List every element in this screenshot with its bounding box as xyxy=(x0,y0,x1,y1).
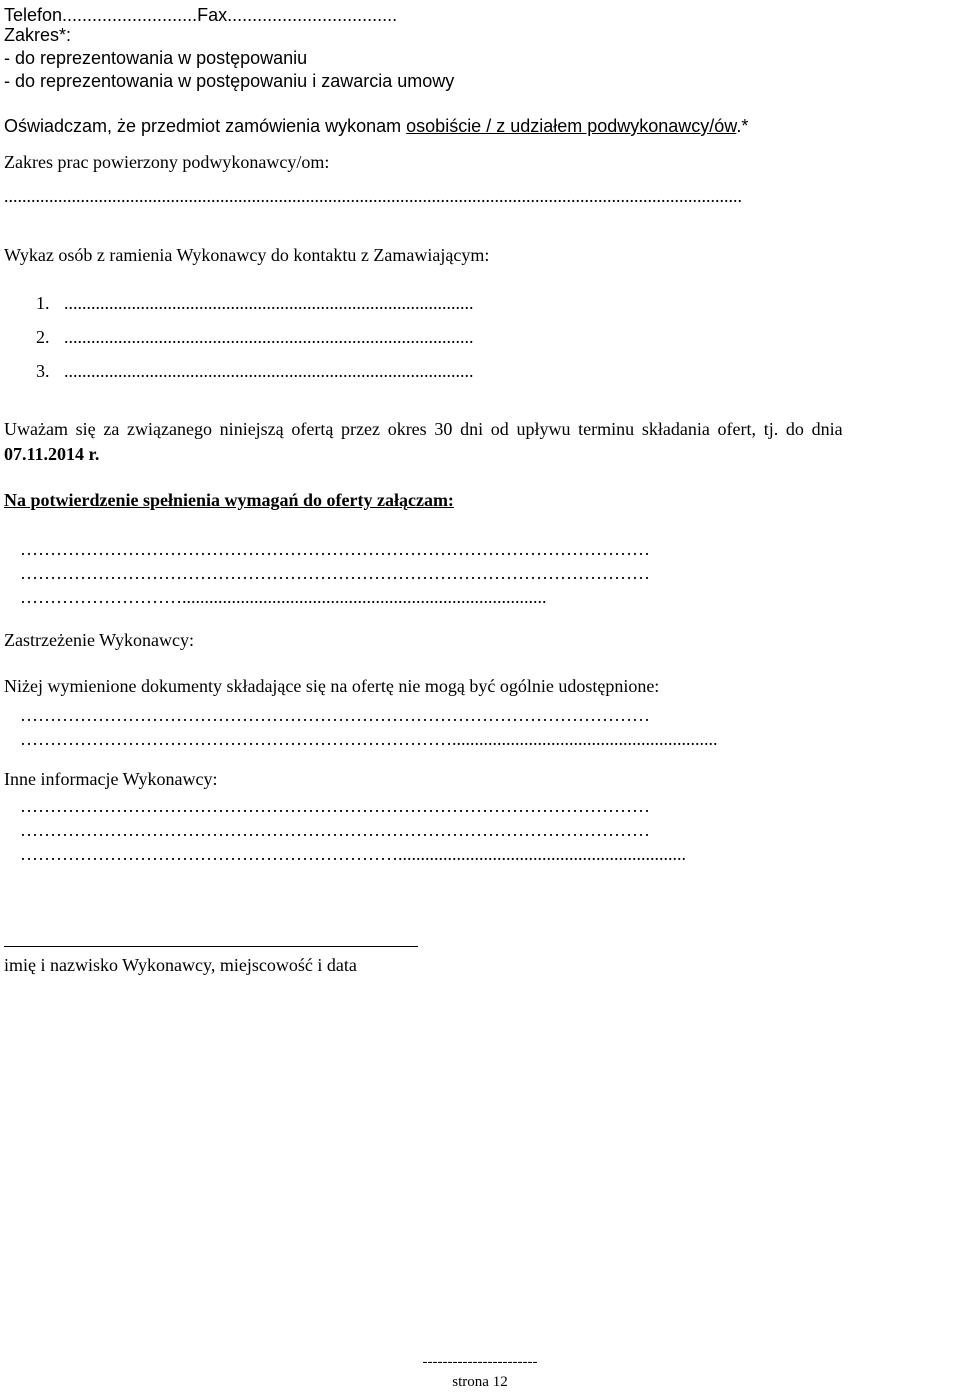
inne-heading: Inne informacje Wykonawcy: xyxy=(4,769,218,789)
wykaz-label: Wykaz osób z ramienia Wykonawcy do kontaktu z Zamawiającym: xyxy=(4,245,490,265)
oswiadczam-choice: osobiście / z udziałem podwykonawcy/ów xyxy=(406,116,737,136)
zalaczniki-line-2: …………………………………………………………………………………………… xyxy=(20,563,650,583)
zastrzezenie-line-2: ………………………………………………………………........................................................... xyxy=(20,729,718,749)
wykaz-item-dots: ........................................................................................... xyxy=(64,361,474,381)
zastrzezenie-line-1: …………………………………………………………………………………………… xyxy=(20,705,650,725)
wykaz-item-number: 1. xyxy=(36,293,50,313)
uwazam-date: 07.11.2014 r. xyxy=(4,444,100,464)
zastrzezenie-heading: Zastrzeżenie Wykonawcy: xyxy=(4,630,194,650)
zalaczniki-heading: Na potwierdzenie spełnienia wymagań do oferty załączam: xyxy=(4,490,454,510)
zakres-prac-label: Zakres prac powierzony podwykonawcy/om: xyxy=(4,152,330,172)
wykaz-item-dots: ........................................................................................... xyxy=(64,293,474,313)
signature-label: imię i nazwisko Wykonawcy, miejscowość i data xyxy=(4,955,357,975)
zakres-option-1: - do reprezentowania w postępowaniu xyxy=(4,48,308,68)
wykaz-item xyxy=(36,326,474,348)
wykaz-item xyxy=(36,292,474,314)
page-number: strona 12 xyxy=(452,1374,508,1390)
oswiadczam-line xyxy=(4,115,748,137)
wykaz-item-number: 2. xyxy=(36,327,50,347)
telefon-label: Telefon........................... xyxy=(4,5,198,25)
inne-line-3: ………………………………………………………................................................................ xyxy=(20,844,686,864)
inne-line-2: …………………………………………………………………………………………… xyxy=(20,820,650,840)
page-footer xyxy=(0,1352,960,1392)
zastrzezenie-text: Niżej wymienione dokumenty składające się na ofertę nie mogą być ogólnie udostępnione: xyxy=(4,676,660,696)
oswiadczam-text: Oświadczam, że przedmiot zamówienia wykonam xyxy=(4,116,407,136)
contact-line xyxy=(4,4,397,26)
uwazam-text: Uważam się za związanego niniejszą ofertą przez okres 30 dni od upływu terminu składania ofert, tj. do dnia xyxy=(4,419,843,439)
zalaczniki-line-1: …………………………………………………………………………………………… xyxy=(20,539,650,559)
zakres-heading: Zakres*: xyxy=(4,25,72,45)
zalaczniki-line-3: ………………………................................................................................. xyxy=(20,587,547,607)
zakres-option-2: - do reprezentowania w postępowaniu i zawarcia umowy xyxy=(4,71,455,91)
signature-line xyxy=(4,946,418,947)
oswiadczam-suffix: .* xyxy=(736,116,749,136)
zakres-prac-dots: .................................................................................................................................................................... xyxy=(4,186,742,206)
wykaz-item-number: 3. xyxy=(36,361,50,381)
inne-line-1: …………………………………………………………………………………………… xyxy=(20,796,650,816)
fax-label: Fax.................................. xyxy=(197,5,398,25)
footer-rule: ----------------------- xyxy=(422,1354,538,1370)
wykaz-item-dots: ........................................................................................... xyxy=(64,327,474,347)
wykaz-item xyxy=(36,360,474,382)
